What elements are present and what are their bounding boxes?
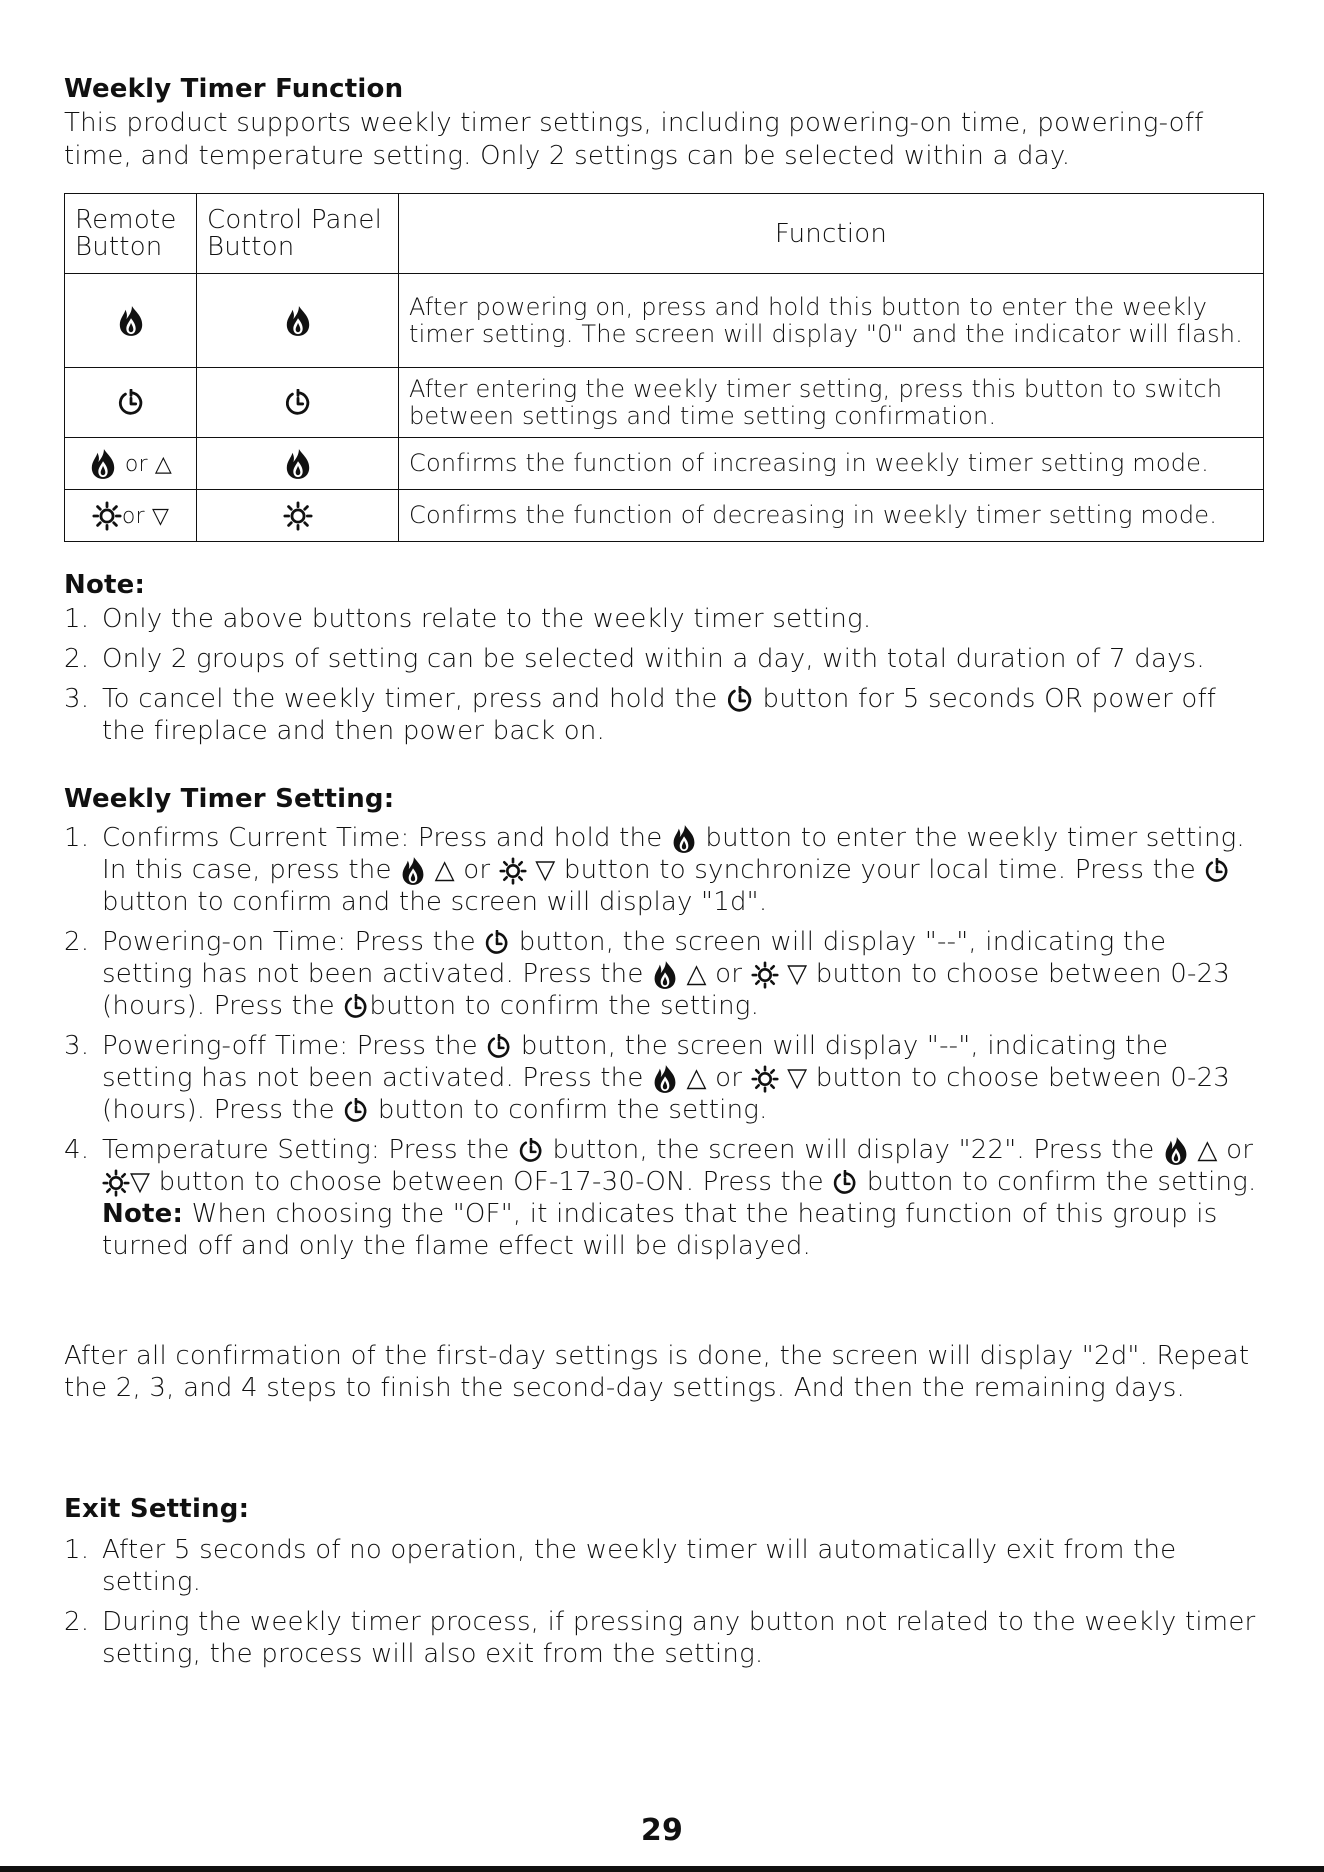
weekly-setting-heading: Weekly Timer Setting:: [64, 784, 395, 814]
sun-icon: [751, 961, 779, 989]
flame-icon: [89, 448, 117, 480]
table-header-row: [65, 194, 1264, 274]
exit-heading: Exit Setting:: [64, 1494, 250, 1524]
remote-cell: [65, 438, 197, 490]
note-list: [64, 603, 1262, 755]
timer-icon: [518, 1138, 544, 1164]
flame-icon: [1163, 1136, 1189, 1166]
table-row: [65, 274, 1264, 368]
function-cell: After entering the weekly timer setting, press this button to switch between settings and time setting confirmation.: [399, 368, 1264, 438]
function-cell: Confirms the function of increasing in weekly timer setting mode.: [399, 438, 1264, 490]
flame-icon: [400, 856, 426, 886]
list-item: 2. During the weekly timer process, if pressing any button not related to the weekly timer setting, the process will also exit from the setting.: [64, 1607, 1256, 1669]
table-row: [65, 438, 1264, 490]
panel-cell: [197, 274, 399, 368]
header-remote-button: Remote Button: [65, 194, 197, 274]
flame-icon: [671, 824, 697, 854]
flame-icon: [652, 960, 678, 990]
list-item: 2. Powering-on Time: Press the button, the screen will display "--", indicating the setting has not been activated. Press the △ or ▽ button to choose between 0-23 (hours). Press the button to confirm the setting.: [64, 927, 1231, 1021]
function-cell: Confirms the function of decreasing in weekly timer setting mode.: [399, 490, 1264, 542]
note-label: Note:: [102, 1199, 184, 1229]
intro-text: This product supports weekly timer settings, including powering-on time, powering-off time, and temperature setting. Only 2 settings can be selected within a day.: [64, 108, 1204, 171]
timer-icon: [1204, 858, 1230, 884]
list-item: 1. Confirms Current Time: Press and hold the button to enter the weekly timer setting. In this case, press the △ or ▽ button to synchronize your local time. Press the button to confirm and the screen will display "1d".: [64, 823, 1245, 917]
panel-cell: [197, 438, 399, 490]
weekly-setting-list: [64, 822, 1264, 1270]
table-row: [65, 368, 1264, 438]
timer-icon: [726, 686, 754, 714]
list-item: 3. To cancel the weekly timer, press and hold the button for 5 seconds OR power off the fireplace and then power back on.: [64, 684, 1217, 746]
sun-icon: [283, 501, 313, 531]
timer-icon: [486, 1034, 512, 1060]
header-control-panel-button: Control Panel Button: [197, 194, 399, 274]
remote-cell: [65, 274, 197, 368]
flame-icon: [117, 305, 145, 337]
timer-icon: [343, 994, 369, 1020]
exit-list: [64, 1534, 1264, 1678]
sun-icon: [102, 1169, 130, 1197]
remote-cell: [65, 368, 197, 438]
list-item: 1. After 5 seconds of no operation, the weekly timer will automatically exit from the setting.: [64, 1535, 1177, 1597]
remote-cell: [65, 490, 197, 542]
decrease-label: or ▽: [121, 503, 170, 529]
sun-icon: [751, 1065, 779, 1093]
timer-icon: [117, 389, 145, 417]
flame-icon: [284, 448, 312, 480]
bottom-divider: [0, 1866, 1324, 1872]
flame-icon: [284, 305, 312, 337]
table-row: [65, 490, 1264, 542]
after-confirmation-text: After all confirmation of the first-day settings is done, the screen will display "2d". Repeat the 2, 3, and 4 steps to finish the second-day settings. And then the remaining days.: [64, 1341, 1250, 1403]
timer-icon: [484, 930, 510, 956]
list-item: 4. Temperature Setting: Press the button, the screen will display "22". Press the △ or ▽ button to choose between OF-17-30-ON. Press the button to confirm the setting. Note: When choosing the "OF", it indicates that the heating function of this group is turned off and only the flame effect will be displayed.: [64, 1135, 1257, 1261]
timer-icon: [343, 1098, 369, 1124]
flame-icon: [652, 1064, 678, 1094]
button-function-table: [64, 193, 1264, 542]
note-heading: Note:: [64, 570, 146, 600]
timer-icon: [832, 1170, 858, 1196]
panel-cell: [197, 368, 399, 438]
sun-icon: [92, 501, 122, 531]
section-title: Weekly Timer Function: [64, 74, 404, 104]
header-function: Function: [399, 194, 1264, 274]
function-cell: After powering on, press and hold this button to enter the weekly timer setting. The screen will display "0" and the indicator will flash.: [399, 274, 1264, 368]
list-item: 3. Powering-off Time: Press the button, the screen will display "--", indicating the setting has not been activated. Press the △ or ▽ button to choose between 0-23 (hours). Press the button to confirm the setting.: [64, 1031, 1231, 1125]
sun-icon: [499, 857, 527, 885]
increase-label: or △: [124, 451, 173, 477]
list-item: 1. Only the above buttons relate to the weekly timer setting.: [64, 604, 872, 634]
panel-cell: [197, 490, 399, 542]
list-item: 2. Only 2 groups of setting can be selected within a day, with total duration of 7 days.: [64, 644, 1205, 674]
page-number: 29: [640, 1813, 684, 1848]
timer-icon: [284, 389, 312, 417]
